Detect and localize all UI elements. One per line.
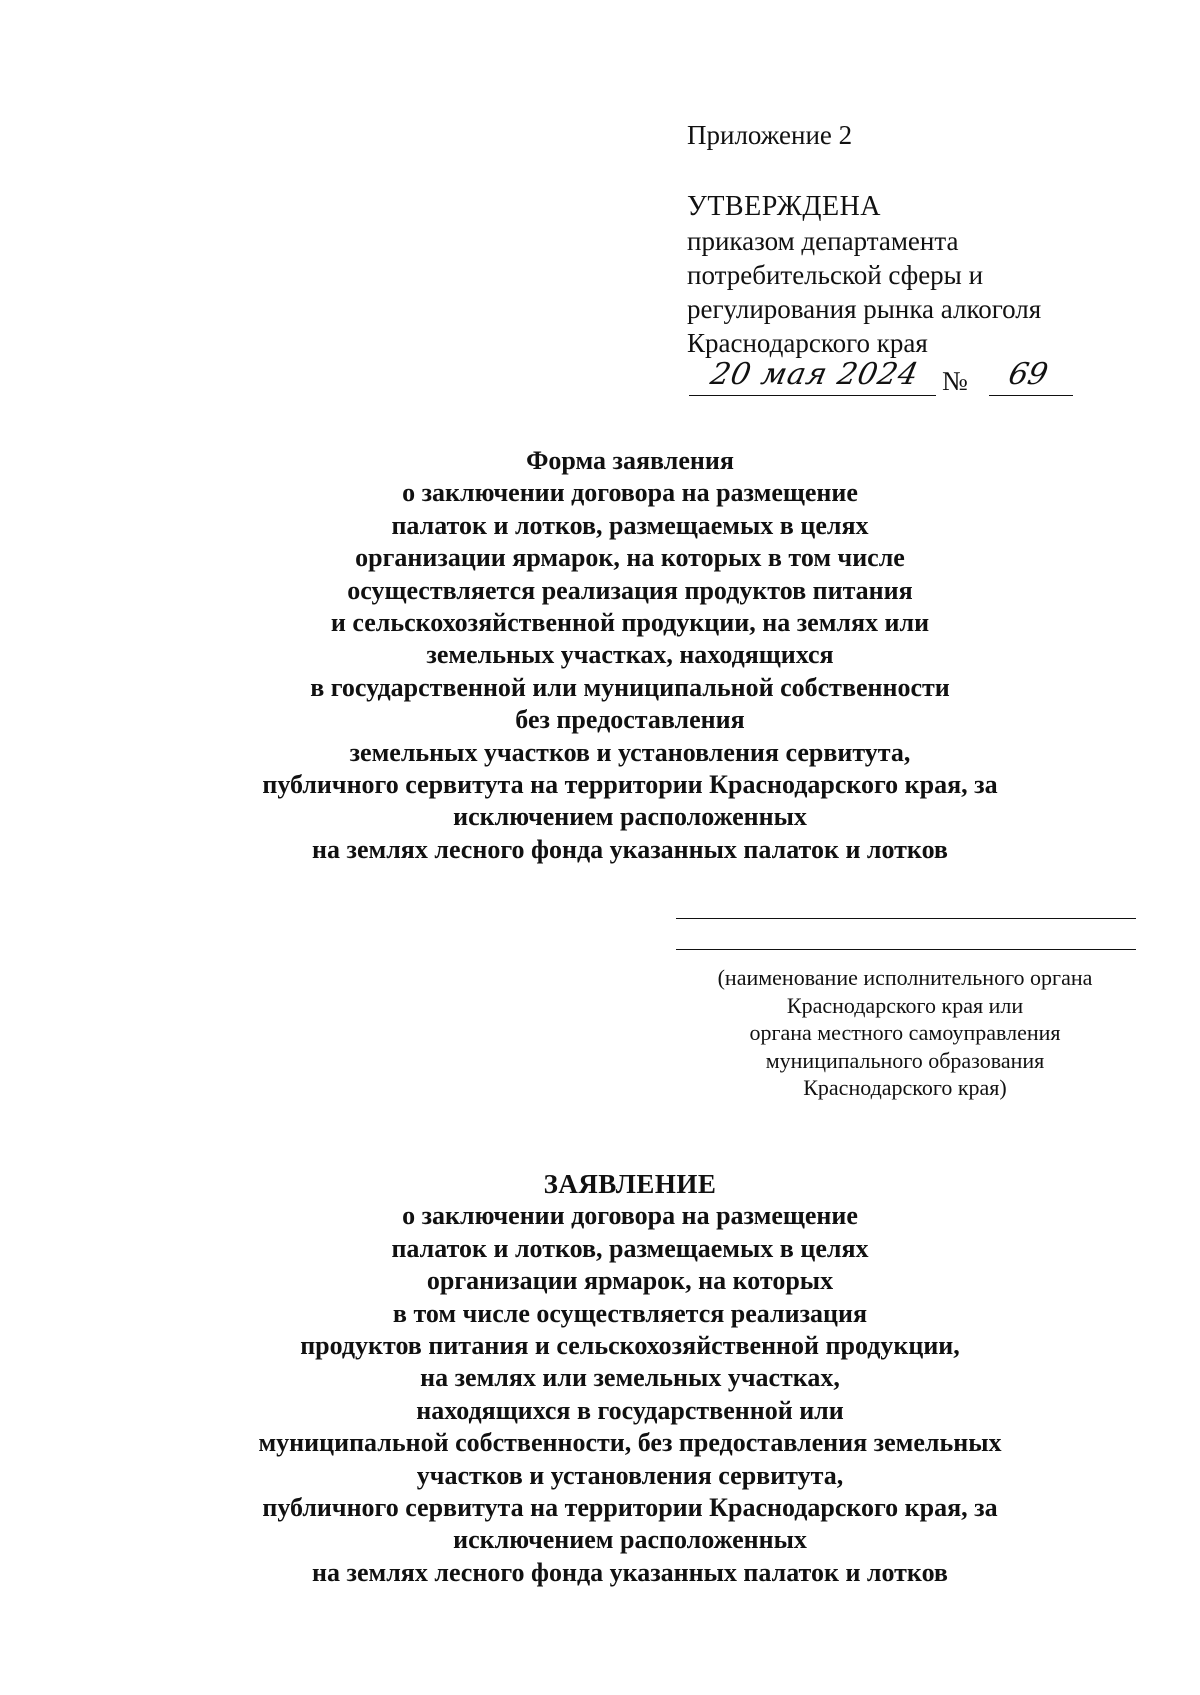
form-title-line: в государственной или муниципальной собственности <box>310 672 950 702</box>
application-title-line: исключением расположенных <box>453 1525 807 1555</box>
form-title-line: и сельскохозяйственной продукции, на землях или <box>330 608 930 638</box>
form-title-line: о заключении договора на размещение <box>402 478 858 508</box>
form-title-line: палаток и лотков, размещаемых в целях <box>391 510 869 540</box>
recipient-caption-line: муниципального образования <box>765 1047 1045 1073</box>
form-title-line: исключением расположенных <box>453 802 807 832</box>
recipient-blank-line <box>676 918 1136 919</box>
form-title-line: осуществляется реализация продуктов питания <box>347 575 913 605</box>
application-title-line: муниципальной собственности, без предоставления земельных <box>258 1428 1002 1458</box>
application-title-line: в том числе осуществляется реализация <box>392 1298 868 1328</box>
application-title-line: продуктов питания и сельскохозяйственной продукции, <box>300 1331 960 1361</box>
recipient-caption-line: Краснодарского края или <box>786 992 1024 1018</box>
recipient-caption-line: Краснодарского края) <box>803 1075 1007 1100</box>
application-title <box>200 1168 1060 1589</box>
form-title-line: земельных участках, находящихся <box>426 640 834 670</box>
application-title-line: публичного сервитута на территории Краснодарского края, за <box>262 1493 998 1523</box>
application-title-line: находящихся в государственной или <box>416 1395 844 1425</box>
recipient-caption-line: (наименование исполнительного органа <box>717 965 1093 990</box>
form-title-line: публичного сервитута на территории Краснодарского края, за <box>262 770 998 800</box>
recipient-block <box>660 918 1150 1102</box>
application-title-line: на землях лесного фонда указанных палаток и лотков <box>312 1557 948 1587</box>
approval-stamp-block <box>687 118 1127 402</box>
order-date-number-line <box>687 357 1127 402</box>
date-underline <box>689 395 936 396</box>
approval-line: потребительской сферы и <box>687 260 984 290</box>
application-title-line: о заключении договора на размещение <box>402 1201 858 1231</box>
application-title-line: участков и установления сервитута, <box>416 1460 844 1490</box>
approval-line: приказом департамента <box>687 226 959 256</box>
form-title <box>200 445 1060 866</box>
handwritten-date: 20 мая 2024 <box>707 357 923 392</box>
application-title-line: на землях или земельных участках, <box>420 1363 840 1393</box>
form-title-line: без предоставления <box>515 705 745 735</box>
approved-label: УТВЕРЖДЕНА <box>687 191 882 222</box>
handwritten-number: 69 <box>1005 357 1052 392</box>
form-title-line: земельных участков и установления сервитута, <box>349 737 911 767</box>
approval-line: регулирования рынка алкоголя <box>687 294 1042 324</box>
recipient-caption <box>660 964 1150 1102</box>
number-sign: № <box>942 366 968 396</box>
form-title-line: организации ярмарок, на которых в том числе <box>355 543 905 573</box>
application-title-line: организации ярмарок, на которых <box>426 1266 834 1296</box>
form-title-line: на землях лесного фонда указанных палаток и лотков <box>312 834 948 864</box>
application-title-line: палаток и лотков, размещаемых в целях <box>391 1233 869 1263</box>
recipient-caption-line: органа местного самоуправления <box>749 1020 1061 1045</box>
approval-line: Краснодарского края <box>687 328 928 358</box>
recipient-blank-line <box>676 949 1136 950</box>
application-heading: ЗАЯВЛЕНИЕ <box>543 1169 717 1199</box>
number-underline <box>989 395 1073 396</box>
appendix-label: Приложение 2 <box>687 120 853 150</box>
form-title-line: Форма заявления <box>526 446 734 475</box>
